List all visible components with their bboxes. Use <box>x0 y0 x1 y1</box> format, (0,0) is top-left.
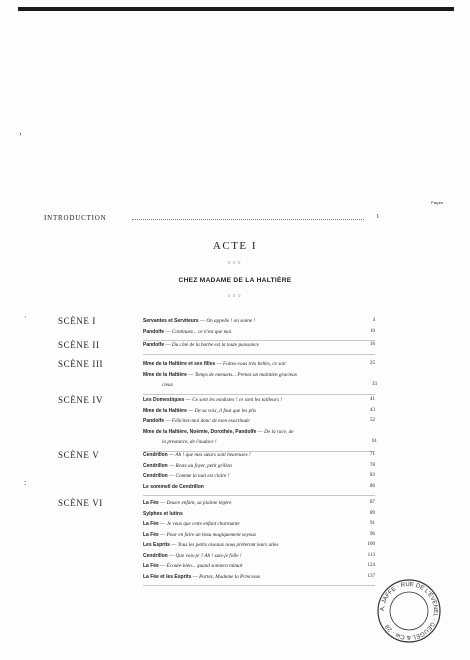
character-name: Les Esprits <box>143 542 170 548</box>
page-number: 10 <box>370 328 375 334</box>
character-name: Cendrillon <box>143 462 168 469</box>
page-number: 113 <box>367 552 375 558</box>
dot-leader <box>132 219 364 220</box>
separator: — <box>169 542 178 548</box>
toc-entry <box>143 318 375 327</box>
incipit: Tous les petits oiseaux nous prêteront leurs ailes <box>177 542 279 548</box>
separator: — <box>167 452 176 458</box>
scene-label: SCÈNE I <box>58 316 96 326</box>
toc-entry <box>143 452 375 461</box>
toc-entry <box>143 574 375 583</box>
separator: — <box>198 318 207 324</box>
margin-speck: : <box>24 478 27 487</box>
toc-entry-continuation <box>162 382 377 388</box>
separator: — <box>256 428 265 435</box>
scene-divider <box>143 340 375 341</box>
incipit-continuation: cieux <box>162 382 173 388</box>
incipit: Faites-vous très belles, ce soir <box>223 361 287 367</box>
toc-entry <box>143 361 375 370</box>
character-name: Le sommeil de Cendrillon <box>143 483 204 490</box>
toc-entry <box>143 463 375 472</box>
character-name: Pandolfe <box>143 418 165 424</box>
scene-label: SCÈNE IV <box>58 395 104 405</box>
toc-entry <box>143 532 375 541</box>
separator: — <box>164 418 172 424</box>
scene-divider <box>143 585 375 586</box>
toc-entry <box>143 418 375 427</box>
scene-divider <box>143 394 375 395</box>
ornament: ○○○ <box>227 294 243 299</box>
character-name: Cendrillon <box>143 452 168 458</box>
toc-entry <box>143 342 375 351</box>
incipit: Écoute-bien... quand sonnera minuit <box>166 563 243 569</box>
character-name: La Fée et les Esprits <box>143 573 192 580</box>
incipit: Pour en faire un tissu magiquement soyeux <box>166 531 257 538</box>
separator: — <box>167 552 176 559</box>
toc-entry <box>143 397 375 406</box>
toc-entry <box>143 372 375 381</box>
margin-speck: · <box>24 313 27 322</box>
incipit: De la race, de <box>264 428 294 435</box>
incipit: Reste au foyer, petit grillon <box>175 462 232 469</box>
page-number: 86 <box>370 483 375 489</box>
toc-entry <box>143 511 375 520</box>
incipit-continuation: la prestance, de l'audace ! <box>162 439 217 445</box>
separator: — <box>184 397 193 403</box>
page-number: 16 <box>370 342 375 347</box>
library-stamp <box>376 578 442 644</box>
character-name: Mme de la Haltière <box>143 371 187 378</box>
scene-label: SCÈNE III <box>58 359 104 369</box>
page-number: 87 <box>370 500 375 505</box>
toc-entry <box>143 553 375 562</box>
toc-entry <box>143 473 375 482</box>
incipit: Ah ! que mes sœurs sont heureuses ! <box>175 452 251 458</box>
character-name: La Fée <box>143 521 159 527</box>
separator: — <box>158 500 167 506</box>
introduction-page: 1 <box>376 214 380 220</box>
toc-entry <box>143 542 375 551</box>
toc-entry <box>143 484 375 493</box>
incipit: Partez, Madame la Princesse <box>199 573 261 580</box>
act-subtitle: CHEZ MADAME DE LA HALTIÈRE <box>178 277 292 284</box>
page-number: 61 <box>372 439 377 444</box>
page-number: 41 <box>370 397 375 402</box>
scene-divider <box>143 495 375 496</box>
character-name: Les Domestiques <box>143 397 185 403</box>
character-name: Mme de la Haltière et ses filles <box>143 361 216 367</box>
toc-entry-continuation <box>162 439 377 445</box>
toc-entry <box>143 408 375 417</box>
toc-entry <box>143 329 375 338</box>
character-name: Mme de la Haltière, Noémie, Dorothée, Pandolfe <box>143 428 257 435</box>
incipit: Douce enfant, sa plainte légère <box>166 500 232 506</box>
page-number: 4 <box>372 318 375 323</box>
page-number: 124 <box>367 563 375 568</box>
separator: — <box>186 371 195 378</box>
character-name: Cendrillon <box>143 552 168 559</box>
incipit: Je veux que cette enfant charmante <box>166 521 240 527</box>
incipit: Du côté de la barbe est la toute puissance <box>171 342 259 348</box>
scene-label: SCÈNE II <box>58 340 100 350</box>
page-number: 137 <box>367 573 375 579</box>
character-name: Pandolfe <box>143 328 165 335</box>
character-name: Pandolfe <box>143 342 165 348</box>
page-number: 83 <box>370 473 375 478</box>
incipit: Félicitez-moi donc de mon exactitude <box>171 418 250 424</box>
page-number: 100 <box>367 542 375 547</box>
toc-entry <box>143 563 375 572</box>
page-number: 33 <box>372 382 377 387</box>
separator: — <box>158 563 167 569</box>
character-name: Servantes et Serviteurs <box>143 318 199 324</box>
incipit: On appelle ! on sonne ! <box>206 318 256 324</box>
page-number: 25 <box>370 361 375 366</box>
page-number: 91 <box>370 521 375 526</box>
page-number: 78 <box>370 462 375 468</box>
scene-divider <box>143 354 375 355</box>
character-name: La Fée <box>143 531 159 538</box>
character-name: La Fée <box>143 563 159 569</box>
page-number: 52 <box>370 418 375 423</box>
incipit: Temps de menuets... Prenez un maintien gracieux <box>194 371 298 378</box>
introduction-entry <box>44 214 380 226</box>
page-number: 96 <box>370 531 375 537</box>
separator: — <box>158 531 167 538</box>
act-title: ACTE I <box>212 240 258 252</box>
character-name: Mme de la Haltière <box>143 407 187 414</box>
separator: — <box>167 473 176 479</box>
scene-label: SCÈNE V <box>58 450 100 460</box>
character-name: La Fée <box>143 500 159 506</box>
incipit: Que vois-je ? Ah ! suis-je folle ! <box>175 552 242 559</box>
separator: — <box>191 573 200 580</box>
incipit: Ce sont les modistes ! ce sont les tailleurs ! <box>192 397 282 403</box>
incipit: Continuez... ce n'est que moi <box>171 328 232 335</box>
page-number: 43 <box>370 407 375 413</box>
toc-entry <box>143 500 375 509</box>
scene-label: SCÈNE VI <box>58 498 103 508</box>
separator: — <box>158 521 167 527</box>
margin-speck: › <box>19 129 22 138</box>
separator: — <box>167 462 176 469</box>
pages-column-label: Pages <box>431 200 444 205</box>
character-name: Cendrillon <box>143 473 168 479</box>
page-number: 71 <box>370 452 375 457</box>
page-number: 89 <box>370 510 375 516</box>
separator: — <box>164 328 172 335</box>
separator: — <box>186 407 195 414</box>
separator: — <box>215 361 224 367</box>
toc-entry <box>143 429 375 438</box>
introduction-label: INTRODUCTION <box>44 214 107 222</box>
ornament: ○○○ <box>227 261 243 266</box>
top-rule <box>18 7 454 11</box>
toc-entry <box>143 521 375 530</box>
incipit: Comme la nuit est claire ! <box>175 473 230 479</box>
incipit: De sa voix, il faut que les plis <box>194 407 257 414</box>
separator: — <box>164 342 172 348</box>
character-name: Sylphes et lutins <box>143 510 183 517</box>
svg-text:A. JAFFE · RUE DE L'ÉVENEL · G: A. JAFFE · RUE DE L'ÉVENEL · GEUGEL & Cie · 28 <box>379 581 439 641</box>
